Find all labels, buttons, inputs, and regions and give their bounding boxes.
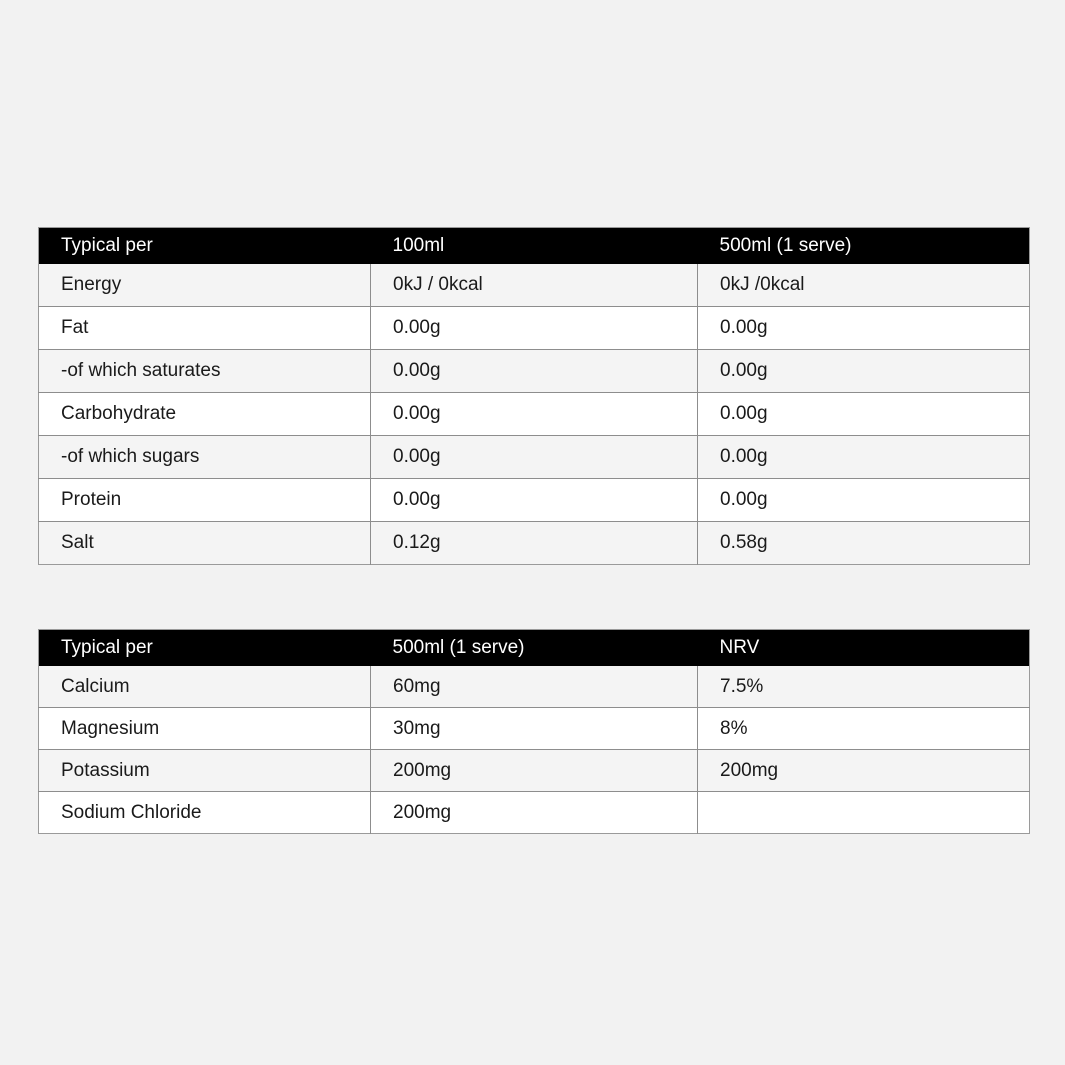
row-label: -of which sugars bbox=[39, 436, 371, 479]
row-value-500ml: 0kJ /0kcal bbox=[698, 264, 1030, 307]
table-row bbox=[39, 666, 1030, 708]
row-value-100ml: 0kJ / 0kcal bbox=[371, 264, 698, 307]
row-value-500ml: 0.00g bbox=[698, 436, 1030, 479]
table-header-row bbox=[39, 630, 1030, 667]
mineral-table-body bbox=[39, 666, 1030, 834]
table-header-row bbox=[39, 228, 1030, 265]
row-label: Fat bbox=[39, 307, 371, 350]
row-value-nrv: 7.5% bbox=[698, 666, 1030, 708]
row-value-100ml: 0.12g bbox=[371, 522, 698, 565]
row-value-500ml: 30mg bbox=[371, 708, 698, 750]
table-row bbox=[39, 708, 1030, 750]
row-label: Sodium Chloride bbox=[39, 792, 371, 834]
column-header-100ml: 100ml bbox=[371, 228, 698, 265]
nutrition-information-table bbox=[38, 227, 1030, 565]
row-label: Potassium bbox=[39, 750, 371, 792]
row-value-500ml: 0.00g bbox=[698, 350, 1030, 393]
nutrition-table-body bbox=[39, 264, 1030, 565]
row-value-500ml: 0.00g bbox=[698, 479, 1030, 522]
table-row bbox=[39, 393, 1030, 436]
row-label: Salt bbox=[39, 522, 371, 565]
row-value-100ml: 0.00g bbox=[371, 393, 698, 436]
nutrition-table-header bbox=[39, 228, 1030, 265]
row-label: -of which saturates bbox=[39, 350, 371, 393]
row-label: Protein bbox=[39, 479, 371, 522]
column-header-500ml: 500ml (1 serve) bbox=[698, 228, 1030, 265]
row-value-nrv: 200mg bbox=[698, 750, 1030, 792]
row-value-500ml: 200mg bbox=[371, 750, 698, 792]
table-row bbox=[39, 750, 1030, 792]
mineral-information-table bbox=[38, 629, 1030, 834]
column-header-typical-per: Typical per bbox=[39, 228, 371, 265]
row-label: Magnesium bbox=[39, 708, 371, 750]
table-row bbox=[39, 264, 1030, 307]
row-value-500ml: 0.00g bbox=[698, 307, 1030, 350]
row-value-100ml: 0.00g bbox=[371, 479, 698, 522]
table-row bbox=[39, 350, 1030, 393]
table-row bbox=[39, 436, 1030, 479]
row-value-500ml: 60mg bbox=[371, 666, 698, 708]
table-row bbox=[39, 307, 1030, 350]
row-label: Calcium bbox=[39, 666, 371, 708]
mineral-table-header bbox=[39, 630, 1030, 667]
row-value-nrv: 8% bbox=[698, 708, 1030, 750]
row-value-500ml: 0.58g bbox=[698, 522, 1030, 565]
row-value-nrv bbox=[698, 792, 1030, 834]
row-value-500ml: 200mg bbox=[371, 792, 698, 834]
column-header-nrv: NRV bbox=[698, 630, 1030, 667]
column-header-typical-per: Typical per bbox=[39, 630, 371, 667]
table-row bbox=[39, 479, 1030, 522]
table-row bbox=[39, 522, 1030, 565]
row-value-500ml: 0.00g bbox=[698, 393, 1030, 436]
row-label: Energy bbox=[39, 264, 371, 307]
column-header-500ml: 500ml (1 serve) bbox=[371, 630, 698, 667]
row-label: Carbohydrate bbox=[39, 393, 371, 436]
row-value-100ml: 0.00g bbox=[371, 436, 698, 479]
row-value-100ml: 0.00g bbox=[371, 350, 698, 393]
table-row bbox=[39, 792, 1030, 834]
row-value-100ml: 0.00g bbox=[371, 307, 698, 350]
